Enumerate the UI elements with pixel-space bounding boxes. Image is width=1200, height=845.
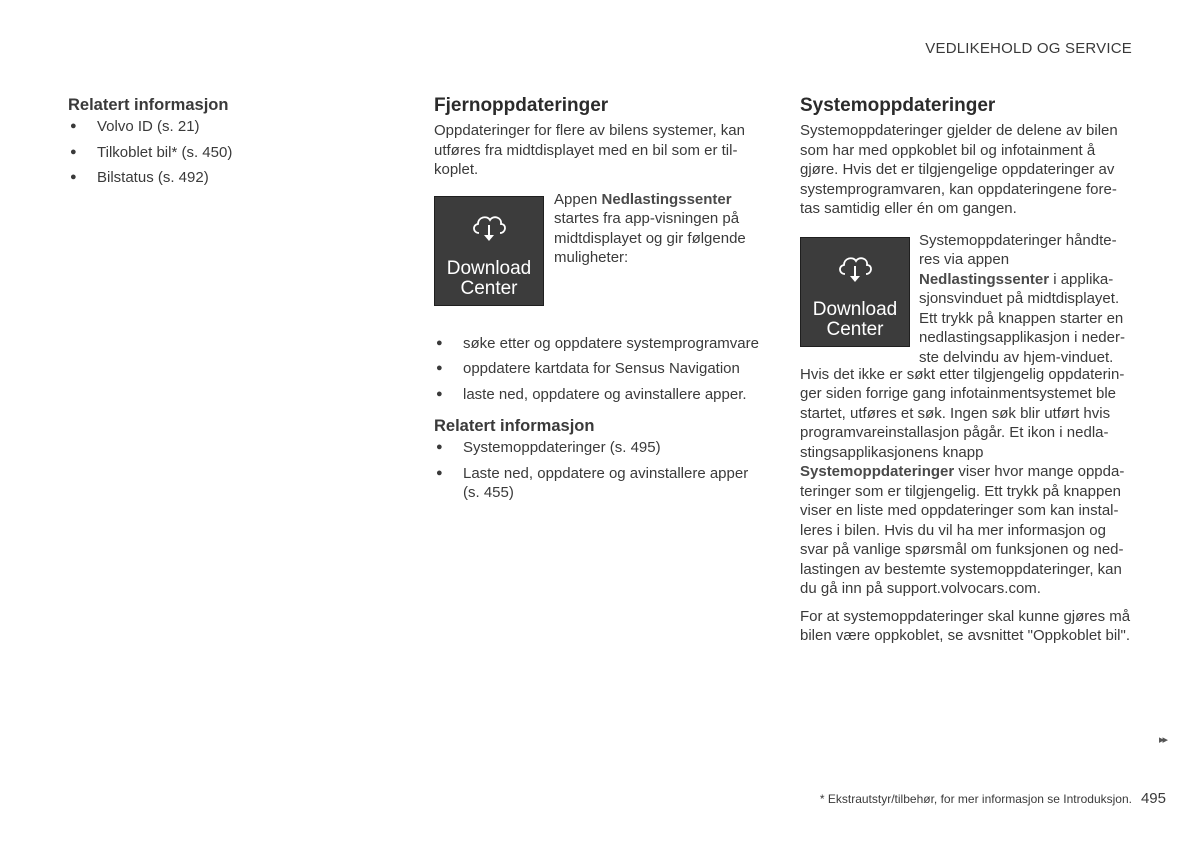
bullet-icon: ● [70, 120, 77, 132]
column-related-info [68, 95, 368, 188]
list-item[interactable] [68, 143, 368, 163]
related-info-list [68, 117, 368, 188]
cloud-download-icon [835, 252, 875, 286]
section-header: VEDLIKEHOLD OG SERVICE [925, 40, 1132, 57]
app-name: Nedlastingssenter [601, 190, 732, 208]
remote-updates-intro: Oppdateringer for flere av bilens systemer, kan utføres fra midtdisplayet med en bil som er til-koplet. [434, 122, 745, 178]
bullet-icon: ● [70, 145, 77, 158]
link-text[interactable]: Laste ned, oppdatere og avinstallere apper (s. 455) [463, 464, 749, 501]
options-list [434, 334, 760, 405]
bullet-icon: ● [70, 171, 77, 183]
related-info-heading: Relatert informasjon [434, 417, 595, 435]
list-item[interactable] [68, 117, 368, 137]
download-center-image [434, 196, 544, 306]
button-name: Systemoppdateringer [800, 463, 955, 480]
system-updates-title: Systemoppdateringer [800, 95, 996, 116]
download-center-image [800, 237, 910, 347]
bullet-icon: ● [436, 441, 443, 453]
related-info-list [434, 438, 760, 503]
link-text[interactable]: Bilstatus (s. 492) [97, 169, 209, 186]
download-center-block [434, 192, 760, 332]
related-info-heading: Relatert informasjon [68, 96, 229, 114]
download-center-label: Download Center [446, 257, 532, 299]
column-system-updates [800, 95, 1135, 646]
link-text[interactable]: Systemoppdateringer (s. 495) [463, 439, 661, 456]
page-number: 495 [1140, 790, 1166, 807]
column-remote-updates [434, 95, 760, 503]
bullet-icon: ● [436, 362, 443, 374]
bullet-icon: ● [436, 387, 443, 400]
list-item: ● laste ned, oppdatere og avinstallere apper. [436, 385, 747, 403]
search-paragraph: Hvis det ikke er søkt etter tilgjengelig oppdaterin-ger siden forrige gang infotainmentsystemet ble startet, utføres et søk. Ingen søk blir utført hvis programvareinstallasjon pågår. Et ikon i nedla-stingsapplikasjonens knapp Systemoppdateringer viser hvor mange oppda-teringer som er tilgjengelig. Ett trykk på knappen viser en liste med oppdateringer som kan instal-leres i bilen. Hvis du vil ha mer informasjon og svar på vanlige spørsmål om funksjonen og ned-lastingen av bestemte systemoppdateringer, kan du gå inn på support.volvocars.com. [800, 365, 1125, 597]
app-name: Nedlastingssenter [919, 270, 1050, 288]
list-item: ● søke etter og oppdatere systemprogramvare [436, 334, 759, 352]
link-text[interactable]: Volvo ID (s. 21) [97, 118, 200, 135]
link-text[interactable]: Tilkoblet bil* (s. 450) [97, 143, 233, 161]
download-center-description: Appen Nedlastingssenter startes fra app-visningen på midtdisplayet og gir følgende muligheter: [554, 190, 746, 266]
remote-updates-title: Fjernoppdateringer [434, 95, 609, 116]
final-paragraph: For at systemoppdateringer skal kunne gjøres må bilen være oppkoblet, se avsnittet "Oppkoblet bil". [800, 607, 1131, 644]
download-center-description: Systemoppdateringer håndte-res via appen Nedlastingssenter i applika-sjonsvinduet på midtdisplayet. Ett trykk på knappen starter en nedlastingsapplikasjon i neder-ste delvindu av hjem-vinduet. [919, 231, 1125, 366]
system-updates-intro: Systemoppdateringer gjelder de delene av bilen som har med oppkoblet bil og infotainment å gjøre. Hvis det er tilgjengelige oppdateringer av systemprogramvaren, kan oppdateringene fore-tas samtidig eller én om gangen. [800, 122, 1118, 217]
list-item[interactable] [434, 438, 760, 458]
cloud-download-icon [469, 211, 509, 245]
bullet-icon: ● [436, 336, 443, 349]
list-item[interactable] [68, 168, 368, 188]
download-center-block [800, 233, 1135, 365]
bullet-icon: ● [436, 466, 443, 479]
list-item: ● oppdatere kartdata for Sensus Navigation [436, 360, 740, 377]
download-center-label: Download Center [812, 298, 898, 340]
list-item[interactable] [434, 464, 760, 503]
footnote: * Ekstrautstyr/tilbehør, for mer informasjon se Introduksjon. [819, 792, 1132, 806]
continue-arrows-icon: ▸▸ [1158, 734, 1166, 746]
